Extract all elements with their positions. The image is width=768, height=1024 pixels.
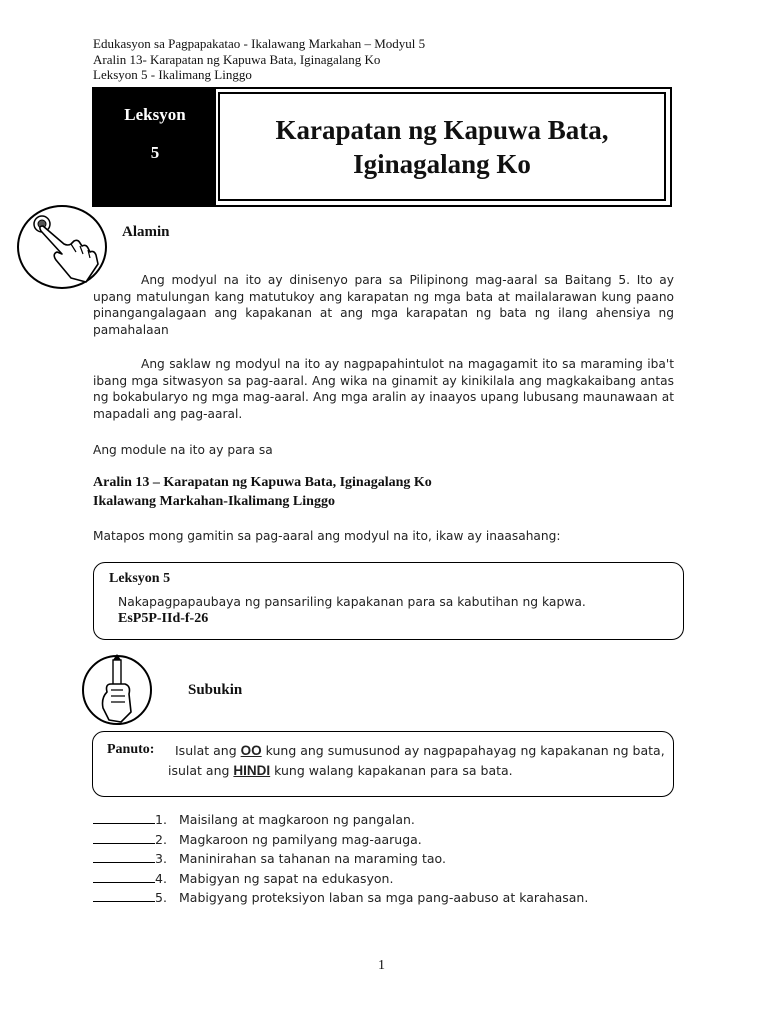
alamin-paragraph-3: Ang module na ito ay para sa [93, 443, 273, 457]
list-item: 5. Mabigyang proteksiyon laban sa mga pang-aabuso at karahasan. [93, 888, 588, 906]
oo-keyword: OO [240, 743, 262, 758]
lesson-label: Leksyon [124, 105, 186, 124]
answer-blank[interactable] [93, 869, 155, 883]
competency-code: EsP5P-IId-f-26 [118, 611, 209, 626]
alamin-heading: Alamin [122, 224, 170, 240]
markahan-line: Ikalawang Markahan-Ikalimang Linggo [93, 494, 335, 509]
hand-pencil-icon [81, 654, 153, 726]
instruction-box [92, 731, 674, 797]
objective-box [93, 562, 684, 640]
list-item: 4. Mabigyan ng sapat na edukasyon. [93, 869, 393, 887]
list-item: 1. Maisilang at magkaroon ng pangalan. [93, 810, 415, 828]
alamin-paragraph-2: Ang saklaw ng modyul na ito ay nagpapahintulot na magagamit ito sa maraming iba't ibang mga sitwasyon sa pag-aaral. Ang wika na ginamit ay kinikilala ang magkakaibang antas ng bokabularyo ng mga mag-aaral. Ang mga aralin ay inaayos upang lubusang maunawaan at mapadali ang pag-aaral. [93, 357, 674, 421]
title-line-1: Karapatan ng Kapuwa Bata, [275, 114, 609, 145]
lesson-number-panel [94, 89, 216, 205]
alamin-paragraph-1: Ang modyul na ito ay dinisenyo para sa Pilipinong mag-aaral sa Baitang 5. Ito ay upang matulungan kang matutukoy ang karapatan ng mga bata at mailalarawan kung paano pinangangalagaan ang kapakanan at ang mga karapatan ng bata ng ilang ahensiya ng pamahalaan [93, 273, 674, 337]
subukin-heading: Subukin [188, 682, 243, 698]
instruction-line-2: isulat ang HINDI kung walang kapakanan para sa bata. [168, 763, 513, 778]
list-item: 2. Magkaroon ng pamilyang mag-aaruga. [93, 830, 422, 848]
answer-blank[interactable] [93, 810, 155, 824]
header-lesson: Aralin 13- Karapatan ng Kapuwa Bata, Iginagalang Ko [93, 52, 381, 67]
page-title [218, 92, 666, 201]
header-week: Leksyon 5 - Ikalimang Linggo [93, 67, 252, 82]
answer-blank[interactable] [93, 888, 155, 902]
answer-blank[interactable] [93, 830, 155, 844]
header-subject: Edukasyon sa Pagpapakatao - Ikalawang Markahan – Modyul 5 [93, 36, 426, 51]
lesson-title-box [92, 87, 672, 207]
aralin-line: Aralin 13 – Karapatan ng Kapuwa Bata, Iginagalang Ko [93, 475, 432, 490]
answer-blank[interactable] [93, 849, 155, 863]
list-item: 3. Maninirahan sa tahanan na maraming tao. [93, 849, 446, 867]
objective-text: Nakapagpapaubaya ng pansariling kapakanan para sa kabutihan ng kapwa. [118, 595, 586, 609]
instruction-label: Panuto: [107, 742, 155, 757]
instruction-line-1: Isulat ang OO kung ang sumusunod ay nagpapahayag ng kapakanan ng bata, [175, 743, 665, 758]
page-number: 1 [378, 958, 385, 973]
lesson-number: 5 [150, 143, 160, 162]
hindi-keyword: HINDI [233, 763, 271, 778]
objective-label: Leksyon 5 [109, 571, 171, 586]
expectation-text: Matapos mong gamitin sa pag-aaral ang modyul na ito, ikaw ay inaasahang: [93, 529, 561, 543]
title-line-2: Iginagalang Ko [353, 148, 531, 179]
